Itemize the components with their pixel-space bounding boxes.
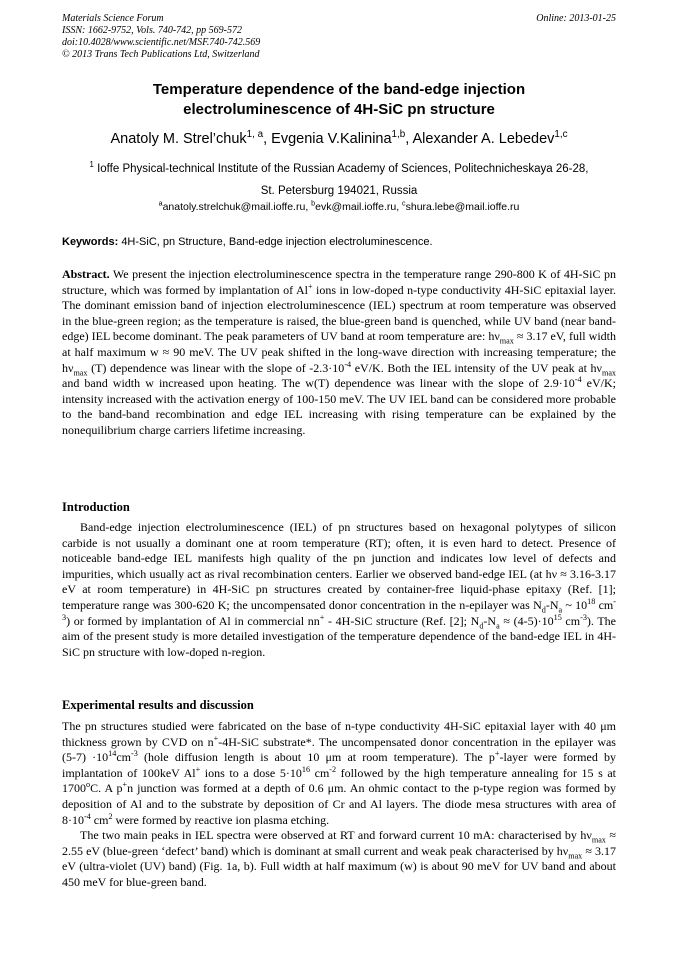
affiliation-line-2: St. Petersburg 194021, Russia [260,185,418,197]
affiliation [30,158,648,202]
email-list: $^a$anatoly.strelchuk@mail.ioffe.ru, $^b$evk@mail.ioffe.ru, $^c$shura.lebe@mail.ioffe.ru [158,199,520,213]
email-c[interactable]: shura.lebe@mail.ioffe.ru [405,201,520,213]
author-1: Anatoly M. Strel’chuk [110,131,247,147]
keywords [62,235,622,249]
results-text: The pn structures studied were fabricated on the base of n-type conductivity 4H-SiC epitaxial layer with 40 μm thickness grown by CVD on n+-4H-SiC substrate*. The uncompensated donor concentration in the epilayer was $(5-7) \cdot 10^{14}cm^{-3}$ (hole diffusion length is about 10 μm at room temperature). The p+-layer were formed by implantation of 100keV Al+ ions to a dose $5\cdot 10^{16}$ $cm^{-2}$ followed by the high temperature annealing for 15 s at 1700$^o$C. A p+n junction was formed at a depth of 0.6 μm. An ohmic contact to the p-type region was formed by deposition of Al and to the substrate by deposition of Cr and Al layers. The diode mesa structures with area of $8\cdot 10^{-4}$ $cm^2$ were formed by reactive ion plasma etching. The two main peaks in IEL spectra were observed at RT and forward current 10 mA: characterised by $h\nu_{max} \approx 2.55$ eV (blue-green ‘defect’ band) which is dominant at small current and weak peak characterised by $h\nu_{max} \approx 3.17$ eV (ultra-violet (UV) band) (Fig. 1a, b). Full width at half maximum (w) is about 90 meV for UV band and about 450 meV for blue-green band. [62,719,617,889]
author-2-sup: 1,b [391,129,406,141]
title-line-2: electroluminescence of 4H-SiC pn structure [183,101,495,118]
paper-title [40,80,638,120]
author-3: Alexander A. Lebedev [412,131,555,147]
author-2: Evgenia V.Kalinina [271,131,392,147]
journal-copyright: © 2013 Trans Tech Publications Ltd, Switzerland [62,49,260,60]
journal-issn: ISSN: 1662-9752, Vols. 740-742, pp 569-572 [62,25,242,36]
author-list: Anatoly M. Strel’chuk$^{1, a}$, Evgenia V.Kalinina$^{1,b}$, Alexander A. Lebedev$^{1,c}$ [110,129,568,147]
author-1-sup: 1, a [246,129,264,141]
keywords-text: 4H-SiC, pn Structure, Band-edge injection electroluminescence. [121,236,433,248]
section-introduction-heading: Introduction [62,500,130,514]
author-3-sup: 1,c [554,129,568,141]
keywords-label: Keywords: [62,236,119,248]
title-line-1: Temperature dependence of the band-edge injection [152,81,526,98]
email-a[interactable]: anatoly.strelchuk@mail.ioffe.ru [162,201,306,213]
journal-header [62,13,260,61]
affiliation-sup: 1 [89,160,94,170]
journal-doi: doi:10.4028/www.scientific.net/MSF.740-742.569 [62,37,261,48]
introduction-text: Band-edge injection electroluminescence (IEL) of pn structures based on hexagonal polytypes of silicon carbide is not usually a dominant one at room temperature (RT); often, it is even hard to detect. Presence of noticeable band-edge IEL manifests high quality of the pn junction and indicates low level of defects and impurities, which usually act as rival recombination centers. Earlier we observed band-edge IEL (at hν ≈ 3.16-3.17 eV at room temperature) in 4H-SiC pn structures created by container-free liquid-phase epitaxy (Ref. [1]; temperature range was 300-620 K; the uncompensated donor concentration in the n-epilayer was $N_d-N_a$ ~ $10^{18}$ $cm^{-3}$) or formed by implantation of Al in commercial nn+ - 4H-SiC structure (Ref. [2]; $N_d-N_a \approx (4-5)\cdot 10^{15}$ $cm^{-3}$). The aim of the present study is more detailed investigation of the temperature dependence of the band-edge IEL in 4H-SiC pn structure with low-doped n-region. [62,520,617,659]
online-date: Online: 2013-01-25 [536,13,616,24]
section-results-heading: Experimental results and discussion [62,698,254,712]
abstract-label: Abstract. [62,267,110,281]
email-b[interactable]: evk@mail.ioffe.ru [315,201,397,213]
abstract: Abstract. We present the injection electroluminescence spectra in the temperature range 290-800 K of 4H-SiC pn structure, which was formed by implantation of Al+ ions in low-doped n-type conductivity 4H-SiC epitaxial layer. The dominant emission band of injection electroluminescence (IEL) spectrum at room temperature was observed in the blue-green region; as the temperature is raised, the blue-green band is quenched, while UV band (near band-edge) IEL become dominant. The peak parameters of UV band at room temperature are: $h\nu_{max} \approx 3.17$ eV, full width at half maximum w ≈ 90 meV. The UV peak shifted in the long-wave direction with increasing temperature; the $h\nu_{max}$ (T) dependence was linear with the slope of $-2.3\cdot 10^{-4}$ eV/K. Both the IEL intensity of the UV peak at $h\nu_{max}$ and band width w increased upon heating. The w(T) dependence was linear with the slope of $2.9\cdot 10^{-4}$ eV/K; intensity increased with the activation energy of 100-150 meV. The UV IEL band can be considered more probable to the band-band recombination and edge IEL increasing with rising temperature can be explained by the nonequilibrium charge carriers lifetime increasing. [62,267,617,437]
affiliation-line-1: Ioffe Physical-technical Institute of the Russian Academy of Sciences, Politechnicheskaya 26-28, [97,163,589,175]
journal-name: Materials Science Forum [62,13,164,24]
